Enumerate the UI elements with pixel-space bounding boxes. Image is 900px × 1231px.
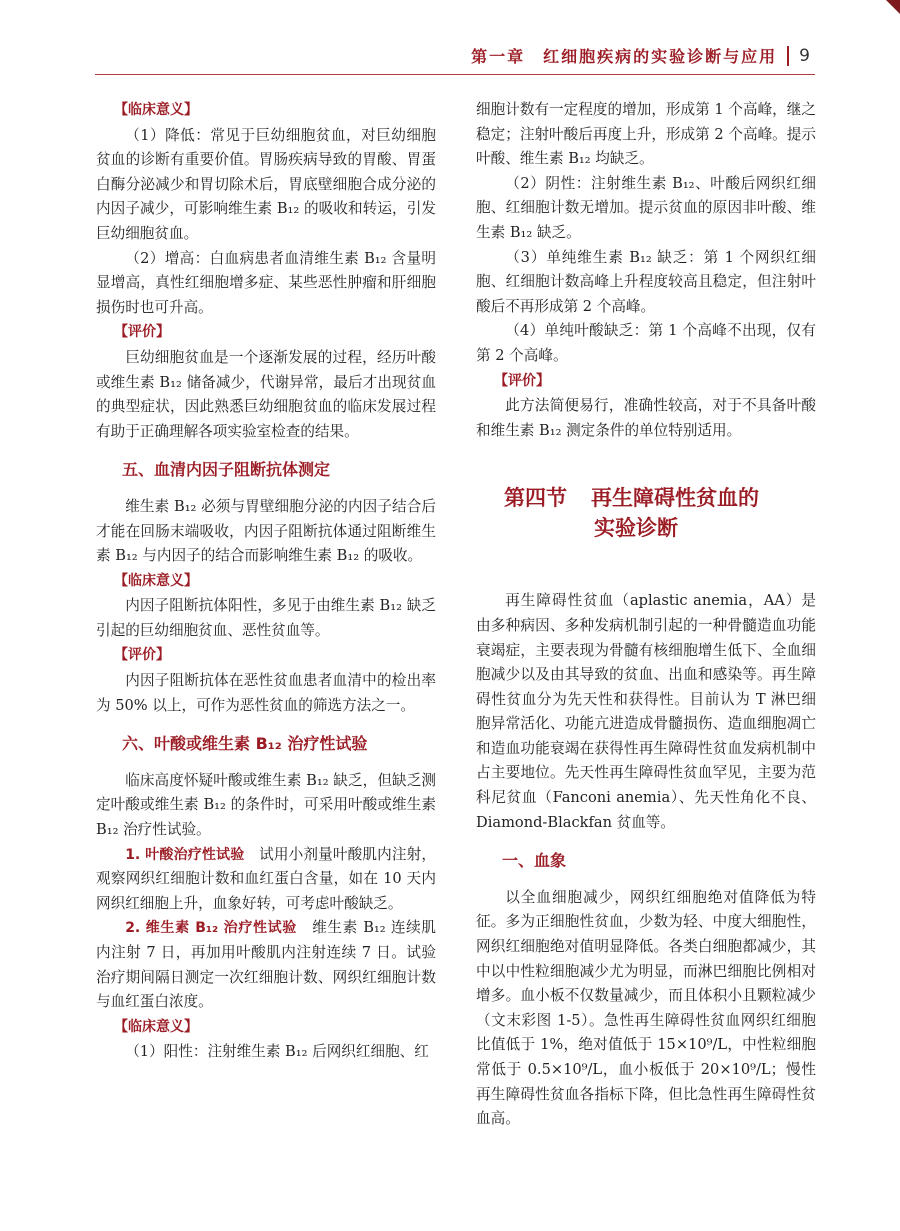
subheading-text: 试用小剂量叶酸肌内注射，观察网织红细胞计数和血红蛋白含量，如在 10 天内网织红细胞上升，血象好转，可考虑叶酸缺乏。	[96, 845, 436, 912]
page-header	[471, 44, 810, 67]
paragraph: 再生障碍性贫血（aplastic anemia，AA）是由多种病因、多种发病机制引起的一种骨髓造血功能衰竭症，主要表现为骨髓有核细胞增生低下、全血细胞减少以及由其导致的贫血、出血和感染等。再生障碍性贫血分为先天性和获得性。目前认为 T 淋巴细胞异常活化、功能亢进造成骨髓损伤、造血细胞凋亡和造血功能衰竭在获得性再生障碍性贫血发病机制中占主要地位。先天性再生障碍性贫血罕见，主要为范科尼贫血（Fanconi anemia）、先天性角化不良、Diamond-Blackfan 贫血等。	[476, 592, 816, 831]
paragraph: （2）阴性：注射维生素 B₁₂、叶酸后网织红细胞、红细胞计数无增加。提示贫血的原因非叶酸、维生素 B₁₂ 缺乏。	[476, 174, 816, 241]
section-number: 第四节	[504, 486, 567, 511]
paragraph: 巨幼细胞贫血是一个逐渐发展的过程，经历叶酸或维生素 B₁₂ 储备减少，代谢异常，最后才出现贫血的典型症状，因此熟悉巨幼细胞贫血的临床发展过程有助于正确理解各项实验室检查的结果。	[96, 348, 436, 440]
subheading-text: 维生素 B₁₂ 连续肌内注射 7 日，再加用叶酸肌内注射连续 7 日。试验治疗期间隔日测定一次红细胞计数、网织红细胞计数与血红蛋白浓度。	[96, 919, 436, 1011]
paragraph: （1）阳性：注射维生素 B₁₂ 后网织红细胞、红	[125, 1043, 429, 1061]
evaluation-tag: 【评价】	[114, 324, 170, 341]
heading-intrinsic-factor-antibody: 五、血清内因子阻断抗体测定	[122, 460, 331, 480]
paragraph: 细胞计数有一定程度的增加，形成第 1 个高峰，继之稳定；注射叶酸后再度上升，形成第 2 个高峰。提示叶酸、维生素 B₁₂ 均缺乏。	[476, 101, 816, 168]
paragraph: 临床高度怀疑叶酸或维生素 B₁₂ 缺乏，但缺乏测定叶酸或维生素 B₁₂ 的条件时，可采用叶酸或维生素 B₁₂ 治疗性试验。	[96, 771, 436, 839]
left-column	[96, 98, 436, 1065]
clinical-significance-tag: 【临床意义】	[114, 572, 198, 589]
subheading-b12-trial: 2. 维生素 B₁₂ 治疗性试验	[125, 920, 297, 937]
corner-mark	[886, 0, 900, 14]
evaluation-tag: 【评价】	[114, 647, 170, 664]
paragraph: 内因子阻断抗体在恶性贫血患者血清中的检出率为 50% 以上，可作为恶性贫血的筛选方法之一。	[96, 672, 436, 714]
paragraph	[96, 916, 436, 1014]
subheading-folic-acid-trial: 1. 叶酸治疗性试验	[125, 846, 245, 863]
section-title-line1: 再生障碍性贫血的	[591, 486, 759, 511]
heading-therapeutic-trial: 六、叶酸或维生素 B₁₂ 治疗性试验	[122, 734, 368, 754]
section-heading	[476, 483, 816, 543]
paragraph: （2）增高：白血病患者血清维生素 B₁₂ 含量明显增高，真性红细胞增多症、某些恶性肿瘤和肝细胞损伤时也可升高。	[96, 249, 436, 316]
paragraph: 此方法简便易行，准确性较高，对于不具备叶酸和维生素 B₁₂ 测定条件的单位特别适用。	[476, 397, 816, 439]
paragraph: 维生素 B₁₂ 必须与胃壁细胞分泌的内因子结合后才能在回肠末端吸收，内因子阻断抗体通过阻断维生素 B₁₂ 与内因子的结合而影响维生素 B₁₂ 的吸收。	[96, 497, 436, 565]
paragraph: 以全血细胞减少，网织红细胞绝对值降低为特征。多为正细胞性贫血，少数为轻、中度大细胞性，网织红细胞绝对值明显降低。各类白细胞都减少，其中以中性粒细胞减少尤为明显，而淋巴细胞比例相对增多。血小板不仅数量减少，而且体积小且颗粒减少（文末彩图 1-5）。急性再生障碍性贫血网织红细胞比值低于 1%，绝对值低于 15×10⁹/L，中性粒细胞常低于 0.5×10⁹/L，血小板低于 20×10⁹/L；慢性再生障碍性贫血各指标下降，但比急性再生障碍性贫血高。	[476, 888, 816, 1128]
paragraph: （4）单纯叶酸缺乏：第 1 个高峰不出现，仅有第 2 个高峰。	[476, 322, 816, 364]
paragraph: 内因子阻断抗体阳性，多见于由维生素 B₁₂ 缺乏引起的巨幼细胞贫血、恶性贫血等。	[96, 597, 436, 639]
header-separator	[787, 46, 789, 66]
clinical-significance-tag: 【临床意义】	[114, 102, 198, 118]
right-column	[476, 98, 816, 1132]
section-title-line2: 实验诊断	[594, 516, 678, 541]
page-number: 9	[799, 45, 810, 66]
paragraph: （3）单纯维生素 B₁₂ 缺乏：第 1 个网织红细胞、红细胞计数高峰上升程度较高且稳定，但注射叶酸后不再形成第 2 个高峰。	[476, 248, 816, 315]
heading-blood-picture: 一、血象	[502, 851, 567, 871]
chapter-title: 第一章 红细胞疾病的实验诊断与应用	[471, 47, 778, 66]
evaluation-tag: 【评价】	[494, 372, 550, 389]
paragraph: （1）降低：常见于巨幼细胞贫血，对巨幼细胞贫血的诊断有重要价值。胃肠疾病导致的胃酸、胃蛋白酶分泌减少和胃切除术后，胃底壁细胞合成分泌的内因子减少，可影响维生素 B₁₂ 的吸收和转运，引发巨幼细胞贫血。	[96, 126, 436, 242]
paragraph	[96, 843, 436, 917]
header-rule	[95, 74, 815, 75]
clinical-significance-tag: 【临床意义】	[114, 1018, 198, 1035]
